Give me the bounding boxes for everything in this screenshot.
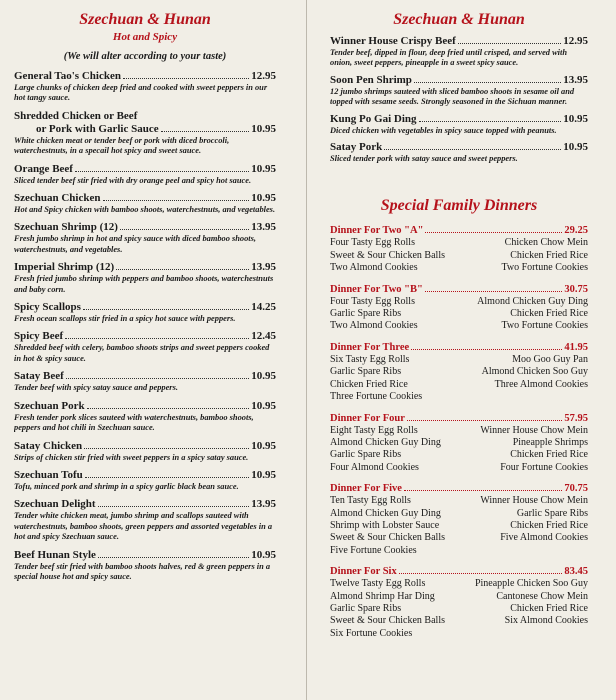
dot-leader — [83, 309, 249, 310]
dinner-name: Dinner For Five — [330, 483, 402, 495]
dinner-name: Dinner For Four — [330, 412, 405, 424]
item-name: or Pork with Garlic Sauce — [36, 122, 159, 135]
dot-leader — [98, 506, 250, 507]
dinner-item: Twelve Tasty Egg Rolls — [330, 578, 426, 590]
dot-leader — [404, 490, 562, 491]
dinner-item: Two Almond Cookies — [330, 262, 418, 274]
item-price: 10.95 — [251, 192, 276, 205]
item-description: Diced chicken with vegetables in spicy sauce topped with peanuts. — [330, 125, 557, 135]
dinner-item: Garlic Spare Ribs — [516, 507, 588, 519]
menu-item — [14, 549, 276, 583]
dinner-item — [459, 628, 588, 640]
dinner-item: Sweet & Sour Chicken Balls — [330, 532, 445, 544]
section-subtitle: Hot and Spicy — [112, 31, 178, 43]
menu-item — [330, 74, 588, 108]
dinner-item: Almond Chicken Guy Ding — [477, 295, 588, 307]
item-price: 10.95 — [251, 370, 276, 383]
item-price: 12.45 — [251, 330, 276, 343]
item-description: Tender beef with spicy satay sauce and peppers. — [14, 383, 178, 393]
dinner-item — [459, 391, 588, 403]
item-name: Imperial Shrimp (12) — [14, 261, 115, 274]
item-price: 10.95 — [563, 141, 588, 154]
item-price: 12.95 — [563, 35, 588, 47]
item-price: 10.95 — [251, 162, 276, 175]
menu-item — [330, 141, 588, 164]
dinner-package — [330, 413, 588, 475]
dot-leader — [414, 82, 561, 83]
menu-item — [330, 113, 588, 136]
dinner-items — [330, 354, 588, 404]
dinner-item: Garlic Spare Ribs — [330, 602, 402, 614]
item-price: 12.95 — [251, 70, 276, 82]
menu-item — [14, 221, 276, 255]
item-name: Soon Pen Shrimp — [330, 73, 412, 86]
dinner-item: Three Fortune Cookies — [330, 391, 423, 403]
dot-leader — [87, 408, 250, 409]
dinner-items — [330, 578, 588, 640]
dinner-item: Six Tasty Egg Rolls — [330, 353, 410, 365]
item-name: Szechuan Tofu — [14, 468, 83, 481]
dot-leader — [116, 269, 249, 270]
menu-item — [14, 261, 276, 295]
dot-leader — [123, 78, 249, 79]
item-description: Shredded beef with celery, bamboo shoots strips and sweet peppers cooked in hot & spicy sauce. — [14, 343, 270, 363]
dot-leader — [411, 349, 562, 350]
dinner-item: Sweet & Sour Chicken Balls — [330, 249, 445, 261]
dot-leader — [161, 131, 250, 132]
column-divider — [306, 0, 307, 700]
dot-leader — [399, 573, 563, 574]
dinner-item: Two Fortune Cookies — [501, 320, 588, 332]
dinner-price: 29.25 — [564, 225, 588, 237]
dinner-name: Dinner For Two "B" — [330, 283, 423, 295]
family-dinners-title: Special Family Dinners — [380, 197, 538, 215]
dot-leader — [425, 291, 563, 292]
item-price: 13.95 — [251, 221, 276, 234]
menu-item — [14, 192, 276, 215]
item-name: Spicy Scallops — [14, 301, 81, 314]
item-price: 14.25 — [251, 301, 276, 314]
dinner-items — [330, 495, 588, 557]
dinner-item: Pineapple Chicken Soo Guy — [474, 578, 588, 590]
dinner-package — [330, 225, 588, 274]
dinner-item: Winner House Chow Mein — [480, 495, 588, 507]
item-price: 10.95 — [251, 399, 276, 412]
dinner-item: Two Almond Cookies — [330, 320, 418, 332]
dinner-item: Chicken Fried Rice — [510, 602, 588, 614]
dinner-item: Almond Shrimp Har Ding — [330, 590, 435, 602]
dinner-items — [330, 425, 588, 475]
item-price: 10.95 — [251, 122, 276, 135]
item-description: White chicken meat or tender beef or pork with diced broccoli, waterchestnuts, in a specail hot spicy and sweet sauce. — [14, 135, 230, 156]
dinner-package — [330, 483, 588, 557]
menu-item — [14, 469, 276, 492]
menu-item — [14, 370, 276, 393]
dinner-item: Garlic Spare Ribs — [330, 308, 402, 320]
item-name: Kung Po Gai Ding — [330, 112, 417, 125]
dot-leader — [66, 378, 249, 379]
dinner-item: Moo Goo Guy Pan — [512, 353, 588, 365]
dinner-item: Sweet & Sour Chicken Balls — [330, 615, 445, 627]
item-description: Tender white chicken meat, jumbo shrimp and scallops sauteed with waterchestnuts, bamboo shoots, green peppers and assorted vegetables in a hot and spicy Szechuan sauce. — [14, 511, 273, 542]
item-price: 13.95 — [563, 73, 588, 86]
dinner-name: Dinner For Six — [330, 566, 397, 578]
item-price: 10.95 — [251, 548, 276, 561]
dinner-price: 70.75 — [564, 483, 588, 495]
dinner-price: 83.45 — [564, 566, 588, 578]
item-description: Large chunks of chicken deep fried and cooked with sweet peppers in our hot tangy sauce. — [14, 83, 268, 103]
item-price: 10.95 — [251, 439, 276, 452]
section-title: Szechuan & Hunan — [393, 11, 525, 28]
item-description: Fresh tender pork slices sauteed with waterchestnuts, bamboo shoots, peppers and hot chili in Szechuan sauce. — [14, 412, 254, 433]
dinner-item: Six Almond Cookies — [504, 615, 588, 627]
item-description: Tender beef stir fried with bamboo shoots halves, red & green peppers in a special house hot and spicy sauce. — [14, 561, 271, 581]
dinner-item: Eight Tasty Egg Rolls — [330, 424, 418, 436]
dinner-name: Dinner For Three — [330, 341, 410, 353]
item-name: Satay Pork — [330, 141, 383, 154]
menu-item — [14, 330, 276, 364]
dinner-item: Four Tasty Egg Rolls — [330, 237, 415, 249]
dinner-item: Four Tasty Egg Rolls — [330, 295, 415, 307]
dinner-item: Garlic Spare Ribs — [330, 449, 402, 461]
dinner-item: Chicken Fried Rice — [510, 519, 588, 531]
dot-leader — [85, 477, 249, 478]
menu-item — [14, 70, 276, 104]
dinner-item: Ten Tasty Egg Rolls — [330, 495, 411, 507]
dinner-items — [330, 237, 588, 274]
dinner-package — [330, 566, 588, 640]
menu-item — [330, 35, 588, 69]
item-price: 10.95 — [251, 468, 276, 481]
dot-leader — [75, 171, 249, 172]
item-name: Szechuan Delight — [14, 498, 96, 511]
dinner-item: Garlic Spare Ribs — [330, 366, 402, 378]
dinner-item: Chicken Fried Rice — [510, 308, 588, 320]
item-name: Szechuan Pork — [14, 399, 85, 412]
section-note: (We will alter according to your taste) — [63, 51, 227, 62]
item-price: 10.95 — [563, 112, 588, 125]
dinner-item: Chicken Fried Rice — [510, 449, 588, 461]
menu-item — [14, 110, 276, 157]
item-description: Fresh fried jumbo shrimp with peppers and bamboo shoots, waterchestnuts and baby corn. — [14, 274, 274, 294]
item-name: Satay Beef — [14, 370, 64, 383]
item-description: Strips of chicken stir fried with sweet peppers in a spicy satay sauce. — [14, 452, 249, 462]
dinner-item: Almond Chicken Soo Guy — [481, 366, 588, 378]
menu-item — [14, 301, 276, 324]
dinner-item: Five Almond Cookies — [500, 532, 588, 544]
dot-leader — [419, 121, 562, 122]
item-name: Satay Chicken — [14, 439, 83, 452]
dinner-item: Chicken Fried Rice — [510, 249, 588, 261]
dinner-item: Five Fortune Cookies — [330, 544, 417, 556]
item-name: Beef Hunan Style — [14, 548, 96, 561]
menu-item — [14, 163, 276, 186]
item-description: Fresh jumbo shrimp in hot and spicy sauce with diced bamboo shoots, waterchestnuts, and vegetables. — [14, 234, 256, 254]
item-description: Hot and Spicy chicken with bamboo shoots, waterchestnuts, and vegetables. — [14, 205, 276, 215]
dot-leader — [103, 200, 250, 201]
dot-leader — [425, 232, 562, 233]
dinner-item — [459, 545, 588, 557]
dinner-item: Cantonese Chow Mein — [496, 590, 588, 602]
dinner-item: Chicken Chow Mein — [504, 237, 588, 249]
item-name: General Tao's Chicken — [14, 70, 121, 82]
dinner-package — [330, 284, 588, 333]
dot-leader — [98, 557, 249, 558]
dot-leader — [458, 43, 561, 44]
dinner-package — [330, 342, 588, 404]
menu-item — [14, 400, 276, 434]
dinner-item: Pineapple Shrimps — [512, 436, 588, 448]
item-description: 12 jumbo shrimps sauteed with sliced bamboo shoots in sesame oil and topped with sesame seeds. Strongly seasoned in the Sichuan manner. — [330, 86, 575, 107]
section-title: Szechuan & Hunan — [79, 11, 211, 28]
dinner-item: Shrimp with Lobster Sauce — [330, 519, 440, 531]
dinner-item: Winner House Chow Mein — [480, 424, 588, 436]
dinner-items — [330, 296, 588, 333]
menu-item — [14, 498, 276, 542]
dot-leader — [84, 448, 249, 449]
dinner-name: Dinner For Two "A" — [330, 225, 424, 237]
dot-leader — [120, 229, 249, 230]
item-description: Sliced tender beef stir fried with dry orange peel and spicy hot sauce. — [14, 175, 252, 185]
item-name: Winner House Crispy Beef — [330, 35, 456, 47]
item-price: 13.95 — [251, 261, 276, 274]
dinner-item: Four Almond Cookies — [330, 461, 419, 473]
left-column — [14, 0, 276, 700]
item-name-line1: Shredded Chicken or Beef — [14, 109, 138, 122]
dinner-item: Chicken Fried Rice — [330, 378, 408, 390]
dot-leader — [407, 420, 563, 421]
item-description: Fresh ocean scallops stir fried in a spicy hot sauce with peppers. — [14, 314, 236, 324]
dinner-price: 41.95 — [564, 341, 588, 353]
menu-item — [14, 440, 276, 463]
item-description: Tofu, minced pork and shrimp in a spicy garlic black bean sauce. — [14, 481, 239, 491]
right-column — [330, 0, 588, 700]
dinner-item: Six Fortune Cookies — [330, 627, 413, 639]
item-description: Sliced tender pork with satay sauce and sweet peppers. — [330, 154, 518, 164]
item-name: Szechuan Shrimp (12) — [14, 221, 118, 234]
dinner-item: Almond Chicken Guy Ding — [330, 507, 441, 519]
dot-leader — [65, 338, 249, 339]
dot-leader — [384, 149, 561, 150]
item-name: Orange Beef — [14, 162, 73, 175]
item-name: Spicy Beef — [14, 330, 64, 343]
dinner-item: Three Almond Cookies — [494, 378, 588, 390]
dinner-item: Four Fortune Cookies — [500, 461, 588, 473]
dinner-item: Two Fortune Cookies — [501, 262, 588, 274]
item-description: Tender beef, dipped in flour, deep fried until crisped, and served with onion, sweet peppers, pineapple in a sweet spicy sauce. — [330, 48, 567, 68]
dinner-price: 57.95 — [564, 412, 588, 424]
dinner-price: 30.75 — [564, 283, 588, 295]
item-name: Szechuan Chicken — [14, 192, 101, 205]
dinner-item: Almond Chicken Guy Ding — [330, 436, 441, 448]
item-price: 13.95 — [251, 498, 276, 511]
